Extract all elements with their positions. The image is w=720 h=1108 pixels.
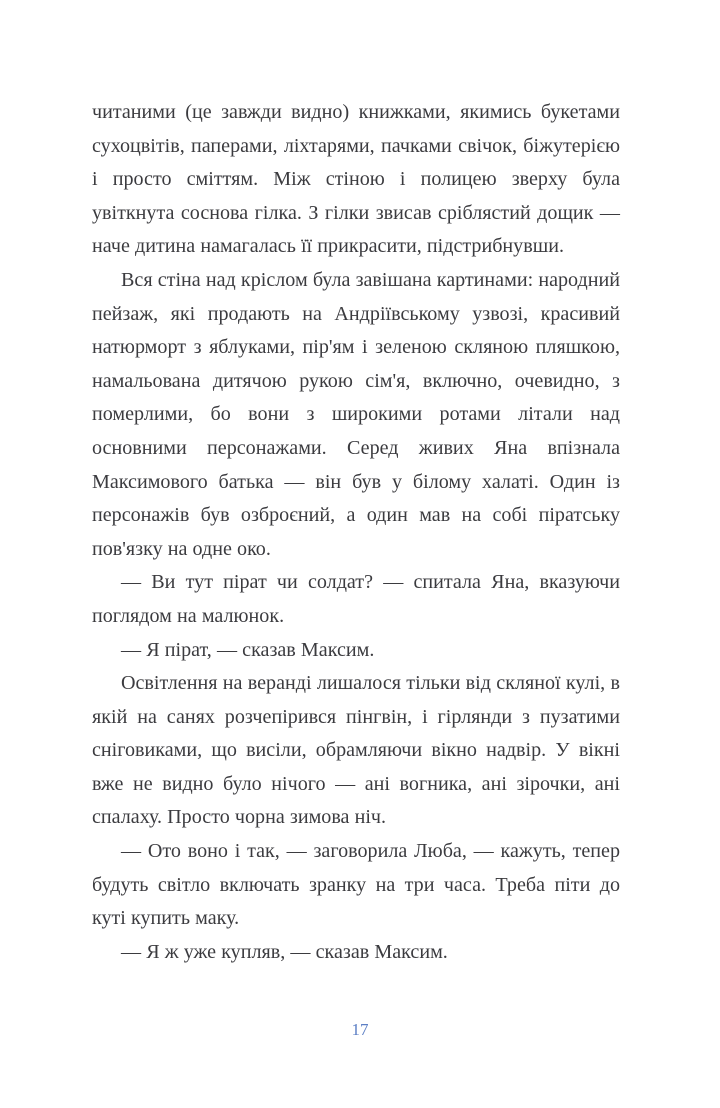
paragraph-dialogue: — Я пірат, — сказав Максим.	[121, 638, 375, 661]
page-number: 17	[351, 1020, 369, 1039]
paragraph: Вся стіна над кріслом була завішана картинами: народний пейзаж, які продають на Андріївському узвозі, красивий натюрморт з яблуками, пір'ям і зеленою скляною пляшкою, намальована дитячою рукою сім'я, включно, очевидно, з померлими, бо вони з широкими ротами літали над основними персонажами. Серед живих Яна впізнала Максимового батька — він був у білому халаті. Один із персонажів був озброєний, а один мав на собі піратську пов'язку на одне око.	[92, 268, 620, 560]
paragraph: Освітлення на веранді лишалося тільки від скляної кулі, в якій на санях розчепірився пінгвін, і гірлянди з пузатими сніговиками, що висіли, обрамляючи вікно надвір. У вікні вже не видно було нічого — ані вогника, ані зірочки, ані спалаху. Просто чорна зимова ніч.	[92, 672, 620, 829]
body-text-column	[92, 96, 620, 969]
paragraph: читаними (це завжди видно) книжками, якимись букетами сухоцвітів, паперами, ліхтарями, пачками свічок, біжутерією і просто сміттям. Між стіною і полицею зверху була увіткнута соснова гілка. З гілки звисав сріблястий дощик — наче дитина намагалась її прикрасити, підстрибнувши.	[92, 101, 620, 258]
paragraph-dialogue: — Ото воно і так, — заговорила Люба, — кажуть, тепер будуть світло включать зранку на три часа. Треба піти до куті купить маку.	[92, 840, 620, 930]
paragraph-dialogue: — Ви тут пірат чи солдат? — спитала Яна, вказуючи поглядом на малюнок.	[92, 571, 620, 627]
paragraph-dialogue: — Я ж уже купляв, — сказав Максим.	[121, 940, 448, 963]
